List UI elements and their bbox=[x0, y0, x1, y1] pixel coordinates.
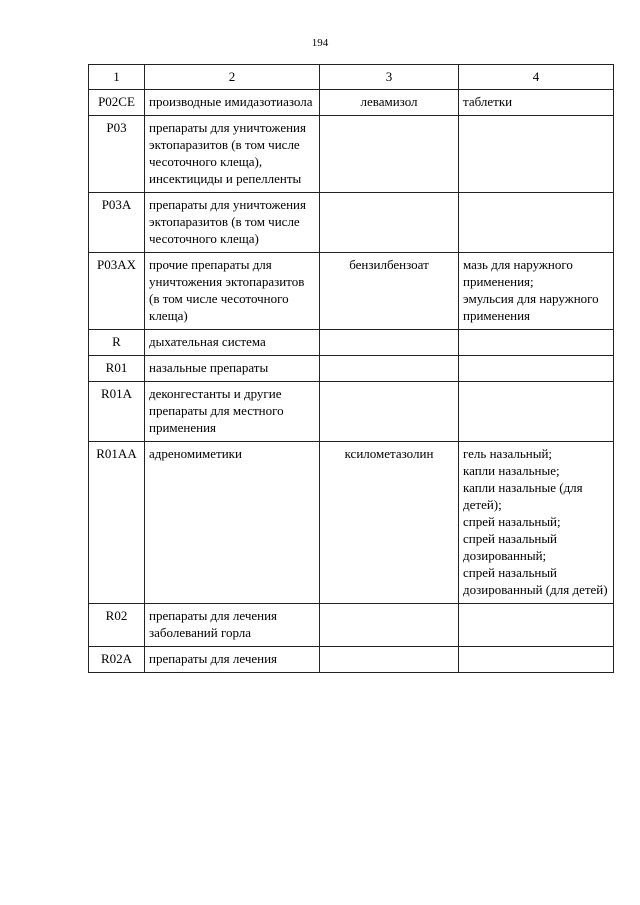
atc-code-cell: R01AA bbox=[89, 442, 145, 604]
table-row bbox=[89, 382, 614, 442]
drug-name-cell: левамизол bbox=[320, 90, 459, 116]
atc-code-cell: P03A bbox=[89, 193, 145, 253]
table-row bbox=[89, 442, 614, 604]
column-header-1: 1 bbox=[89, 65, 145, 90]
dosage-form-item: мазь для наружного применения; bbox=[463, 257, 573, 289]
atc-code-cell: P03AX bbox=[89, 253, 145, 330]
table-body bbox=[89, 90, 614, 673]
dosage-form-item: капли назальные; bbox=[463, 463, 560, 478]
anatomical-group-cell: назальные препараты bbox=[145, 356, 320, 382]
column-number-row bbox=[89, 65, 614, 90]
atc-code-cell: P02CE bbox=[89, 90, 145, 116]
drug-name-cell: ксилометазолин bbox=[320, 442, 459, 604]
dosage-form-item: таблетки bbox=[463, 94, 513, 109]
anatomical-group-cell: препараты для уничтожения эктопаразитов (в том числе чесоточного клеща) bbox=[145, 193, 320, 253]
drug-list-table bbox=[88, 64, 614, 673]
anatomical-group-cell: препараты для лечения bbox=[145, 647, 320, 673]
anatomical-group-cell: препараты для уничтожения эктопаразитов (в том числе чесоточного клеща), инсектициды и репелленты bbox=[145, 116, 320, 193]
dosage-form-item: спрей назальный дозированный (для детей) bbox=[463, 565, 608, 597]
table-row bbox=[89, 253, 614, 330]
drug-name-cell: бензилбензоат bbox=[320, 253, 459, 330]
dosage-form-cell bbox=[459, 604, 614, 647]
dosage-form-item: гель назальный; bbox=[463, 446, 553, 461]
drug-name-cell bbox=[320, 647, 459, 673]
table-row bbox=[89, 330, 614, 356]
drug-name-cell bbox=[320, 330, 459, 356]
column-header-4: 4 bbox=[459, 65, 614, 90]
table-row bbox=[89, 604, 614, 647]
atc-code-cell: R02 bbox=[89, 604, 145, 647]
anatomical-group-cell: дыхательная система bbox=[145, 330, 320, 356]
dosage-form-cell bbox=[459, 253, 614, 330]
table-row bbox=[89, 356, 614, 382]
dosage-form-cell bbox=[459, 356, 614, 382]
anatomical-group-cell: деконгестанты и другие препараты для местного применения bbox=[145, 382, 320, 442]
dosage-form-cell bbox=[459, 442, 614, 604]
anatomical-group-cell: прочие препараты для уничтожения эктопаразитов (в том числе чесоточного клеща) bbox=[145, 253, 320, 330]
table-row bbox=[89, 116, 614, 193]
atc-code-cell: R01 bbox=[89, 356, 145, 382]
table-row bbox=[89, 647, 614, 673]
atc-code-cell: R01A bbox=[89, 382, 145, 442]
drug-name-cell bbox=[320, 193, 459, 253]
drug-name-cell bbox=[320, 604, 459, 647]
anatomical-group-cell: адреномиметики bbox=[145, 442, 320, 604]
dosage-form-item: спрей назальный дозированный; bbox=[463, 531, 558, 563]
dosage-form-cell bbox=[459, 116, 614, 193]
dosage-form-cell bbox=[459, 193, 614, 253]
dosage-form-cell bbox=[459, 330, 614, 356]
dosage-form-item: спрей назальный; bbox=[463, 514, 561, 529]
dosage-form-cell bbox=[459, 382, 614, 442]
dosage-form-item: эмульсия для наружного применения bbox=[463, 291, 599, 323]
page-number: 194 bbox=[311, 37, 329, 49]
table-row bbox=[89, 90, 614, 116]
atc-code-cell: R bbox=[89, 330, 145, 356]
dosage-form-cell bbox=[459, 647, 614, 673]
anatomical-group-cell: производные имидазотиазола bbox=[145, 90, 320, 116]
dosage-form-cell bbox=[459, 90, 614, 116]
drug-name-cell bbox=[320, 382, 459, 442]
atc-code-cell: R02A bbox=[89, 647, 145, 673]
column-header-2: 2 bbox=[145, 65, 320, 90]
dosage-form-item: капли назальные (для детей); bbox=[463, 480, 583, 512]
atc-code-cell: P03 bbox=[89, 116, 145, 193]
drug-name-cell bbox=[320, 356, 459, 382]
table-row bbox=[89, 193, 614, 253]
drug-name-cell bbox=[320, 116, 459, 193]
anatomical-group-cell: препараты для лечения заболеваний горла bbox=[145, 604, 320, 647]
column-header-3: 3 bbox=[320, 65, 459, 90]
